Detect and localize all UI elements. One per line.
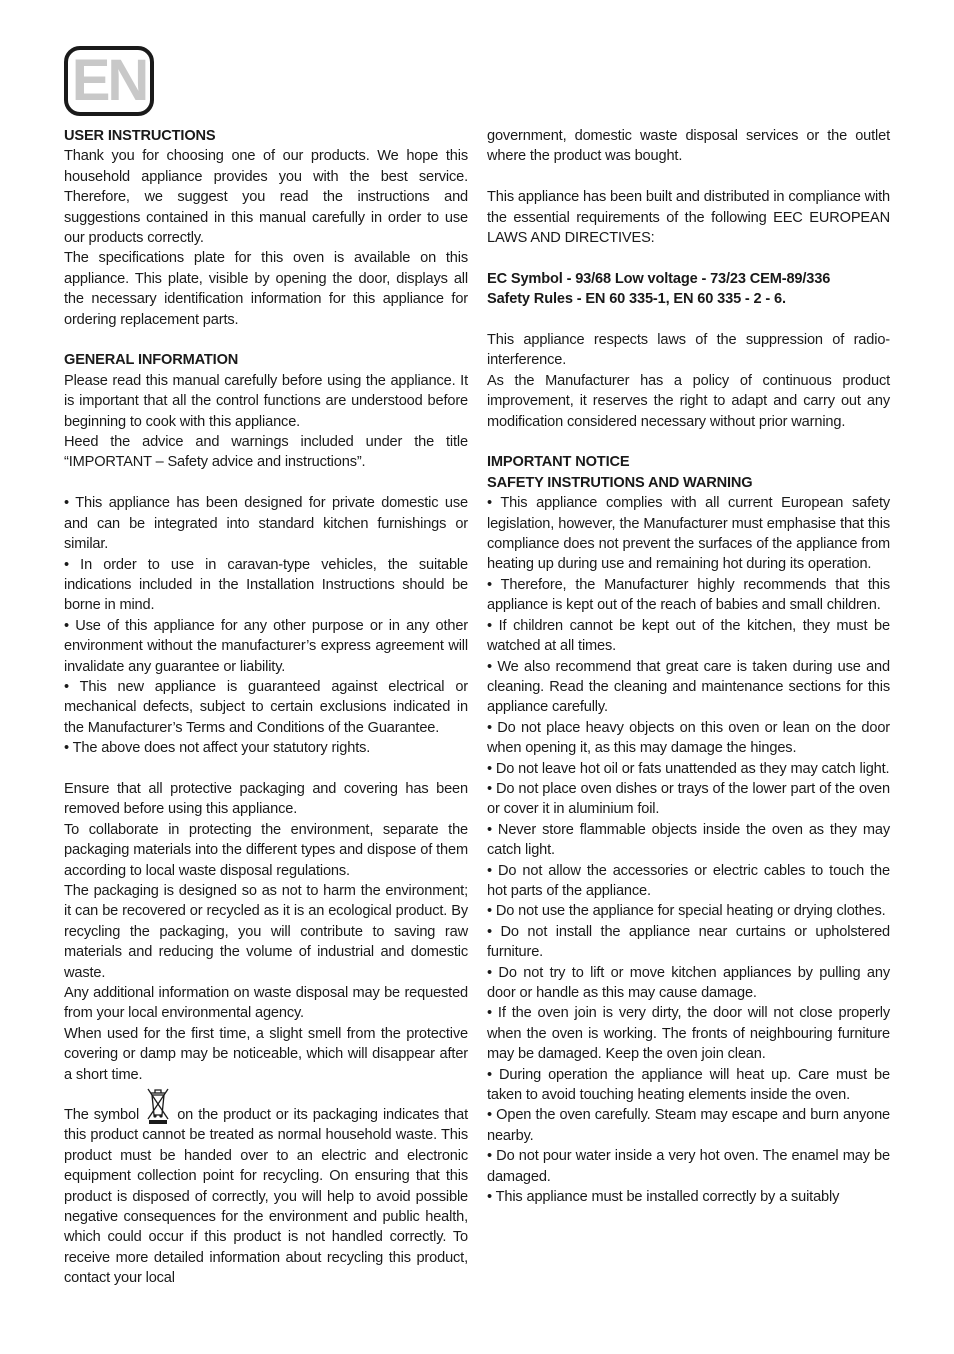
bullet-item: • If children cannot be kept out of the kitchen, they must be watched at all times. (487, 617, 890, 655)
ec-symbol-line: EC Symbol - 93/68 Low voltage - 73/23 CEM-89/336 (487, 270, 831, 287)
bullet-item: • This new appliance is guaranteed against electrical or mechanical defects, subject to certain exclusions indicated in the Manufacturer’s Terms and Conditions of the Guarantee. (64, 678, 468, 736)
bullet-item: • Use of this appliance for any other purpose or in any other environment without the manufacturer’s express agreement will invalidate any guarantee or liability. (64, 617, 468, 675)
spacer (487, 248, 890, 268)
bullet-item: • Open the oven carefully. Steam may escape and burn anyone nearby. (487, 1107, 890, 1144)
bullet-item: • If the oven join is very dirty, the door will not close properly when the oven is working. The fronts of neighbouring furniture may be damaged. Keep the oven join clean. (487, 1005, 890, 1063)
bullet-item: • This appliance must be installed correctly by a suitably (487, 1189, 840, 1206)
section-heading-important-notice: IMPORTANT NOTICE (487, 454, 630, 471)
section-heading-safety-instructions: SAFETY INSTRUTIONS AND WARNING (487, 474, 753, 491)
paragraph: When used for the first time, a slight smell from the protective covering or damp may be noticeable, which will disappear after a short time. (64, 1025, 468, 1083)
paragraph: The packaging is designed so as not to harm the environment; it can be recovered or recycled as it is an ecological product. By recycling the packaging, you will contribute to saving raw materials and reducing the volume of industrial and domestic waste. (64, 882, 468, 981)
weee-text-start: The symbol (64, 1107, 140, 1124)
spacer (487, 167, 890, 187)
language-badge (64, 46, 154, 116)
bullet-item: • In order to use in caravan-type vehicles, the suitable indications included in the Installation Instructions should be borne in mind. (64, 556, 468, 614)
bullet-item: • Do not try to lift or move kitchen appliances by pulling any door or handle as this may cause damage. (487, 964, 890, 1001)
paragraph: Please read this manual carefully before using the appliance. It is important that all the control functions are understood before beginning to cook with this appliance. (64, 372, 468, 430)
safety-rules-line: Safety Rules - EN 60 335-1, EN 60 335 - 2 - 6. (487, 291, 786, 308)
section-heading-user-instructions: USER INSTRUCTIONS (64, 128, 216, 144)
spacer (64, 330, 468, 350)
left-column (64, 126, 468, 1289)
bullet-item: • Never store flammable objects inside the oven as they may catch light. (487, 821, 890, 859)
bullet-item: • Do not place oven dishes or trays of the lower part of the oven or cover it in aluminium foil. (487, 780, 890, 818)
bullet-item: • Do not install the appliance near curtains or upholstered furniture. (487, 923, 890, 961)
paragraph: As the Manufacturer has a policy of continuous product improvement, it reserves the right to adapt and carry out any modification considered necessary without prior warning. (487, 372, 890, 430)
paragraph: This appliance respects laws of the suppression of radio-interference. (487, 332, 890, 369)
bullet-item: • Do not leave hot oil or fats unattended as they may catch light. (487, 760, 890, 777)
paragraph: To collaborate in protecting the environment, separate the packaging materials into the different types and dispose of them according to local waste disposal regulations. (64, 821, 468, 879)
bullet-item: • We also recommend that great care is taken during use and cleaning. Read the cleaning and maintenance sections for this appliance carefully. (487, 658, 890, 716)
spacer (64, 473, 468, 493)
bullet-item: • Do not pour water inside a very hot oven. The enamel may be damaged. (487, 1148, 890, 1185)
spacer (64, 759, 468, 779)
paragraph: Any additional information on waste disposal may be requested from your local environmental agency. (64, 985, 468, 1022)
bullet-item: • Do not place heavy objects on this oven or lean on the door when opening it, as this may damage the hinges. (487, 719, 890, 757)
spacer (487, 432, 890, 452)
bullet-item: • This appliance complies with all current European safety legislation, however, the Manufacturer must emphasise that this compliance does not prevent the surfaces of the appliance from heating up during use and remaining hot during its operation. (487, 495, 890, 573)
crossed-out-wheelie-bin-icon (146, 1105, 170, 1125)
bullet-item: • The above does not affect your statutory rights. (64, 740, 371, 757)
spacer (487, 310, 890, 330)
section-heading-general-information: GENERAL INFORMATION (64, 352, 239, 369)
paragraph: government, domestic waste disposal services or the outlet where the product was bought. (487, 128, 890, 165)
paragraph: The specifications plate for this oven is available on this appliance. This plate, visible by opening the door, displays all the necessary identification information for this appliance for ordering replacement parts. (64, 250, 468, 328)
paragraph: Thank you for choosing one of our products. We hope this household appliance provides you with the best service. Therefore, we suggest you read the instructions and suggestions contained in this manual carefully in order to use our products correctly. (64, 148, 468, 247)
bullet-item: • Do not use the appliance for special heating or drying clothes. (487, 903, 886, 920)
bullet-item: • Do not allow the accessories or electric cables to touch the hot parts of the appliance. (487, 862, 890, 899)
paragraph: Heed the advice and warnings included under the title “IMPORTANT – Safety advice and instructions”. (64, 434, 468, 471)
bullet-item: • Therefore, the Manufacturer highly recommends that this appliance is kept out of the reach of babies and small children. (487, 576, 890, 614)
language-badge-label: EN (71, 48, 147, 113)
paragraph-weee (64, 1105, 468, 1289)
paragraph: Ensure that all protective packaging and covering has been removed before using this appliance. (64, 780, 468, 818)
weee-text-rest: on the product or its packaging indicates that this product cannot be treated as normal household waste. This product must be handed over to an electric and electronic equipment collection point for recycling. On ensuring that this product is disposed of correctly, you will help to avoid possible negative consequences for the environment and public health, which could occur if this product is not handled correctly. To receive more detailed information about recycling this product, contact your local (64, 1107, 469, 1287)
right-column (487, 126, 890, 1207)
bullet-item: • During operation the appliance will heat up. Care must be taken to avoid touching heating elements inside the oven. (487, 1066, 890, 1104)
bullet-item: • This appliance has been designed for private domestic use and can be integrated into standard kitchen furnishings or similar. (64, 495, 468, 553)
paragraph: This appliance has been built and distributed in compliance with the essential requirements of the following EEC EUROPEAN LAWS AND DIRECTIVES: (487, 189, 890, 247)
